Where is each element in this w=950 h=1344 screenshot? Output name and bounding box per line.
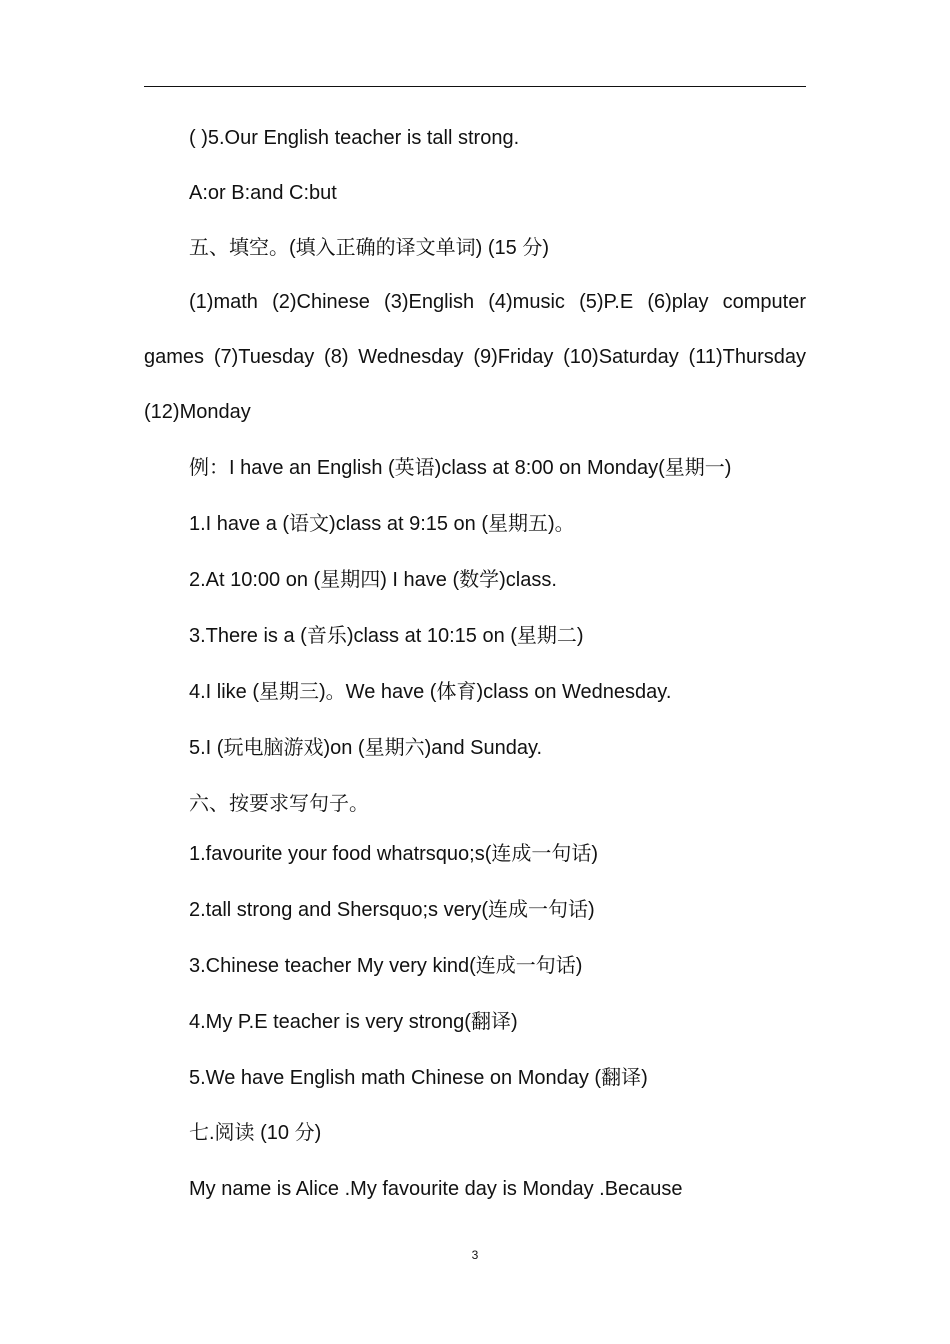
sentence-task-3: 3.Chinese teacher My very kind(连成一句话) [189, 955, 583, 977]
fill-blank-5: 5.I (玩电脑游戏)on (星期六)and Sunday. [189, 737, 543, 759]
question-5-line: ( )5.Our English teacher is tall strong. [189, 127, 520, 149]
section-5-heading: 五、填空。(填入正确的译文单词) (15 分) [189, 237, 549, 259]
section-6-heading: 六、按要求写句子。 [189, 793, 369, 815]
sentence-task-2: 2.tall strong and Shersquo;s very(连成一句话) [189, 899, 595, 921]
sentence-task-4: 4.My P.E teacher is very strong(翻译) [189, 1011, 518, 1033]
fill-blank-1: 1.I have a (语文)class at 9:15 on (星期五)。 [189, 513, 575, 535]
fill-blank-4: 4.I like (星期三)。We have (体育)class on Wednesday. [189, 681, 672, 703]
fill-blank-2: 2.At 10:00 on (星期四) I have (数学)class. [189, 569, 557, 591]
question-5-options: A:or B:and C:but [189, 182, 337, 204]
example-sentence: 例：I have an English (英语)class at 8:00 on Monday(星期一) [189, 457, 732, 479]
word-list-paragraph: (1)math (2)Chinese (3)English (4)music (5)P.E (6)play computer games (7)Tuesday (8) Wednesday (9)Friday (10)Saturday (11)Thursday (12)Monday [144, 291, 806, 423]
header-rule [144, 86, 806, 87]
sentence-task-1: 1.favourite your food whatrsquo;s(连成一句话) [189, 843, 599, 865]
fill-blank-3: 3.There is a (音乐)class at 10:15 on (星期二) [189, 625, 584, 647]
page-number: 3 [471, 1248, 479, 1262]
sentence-task-5: 5.We have English math Chinese on Monday (翻译) [189, 1067, 648, 1089]
reading-passage-start: My name is Alice .My favourite day is Monday .Because [189, 1178, 683, 1200]
section-7-heading: 七.阅读 (10 分) [189, 1122, 322, 1144]
